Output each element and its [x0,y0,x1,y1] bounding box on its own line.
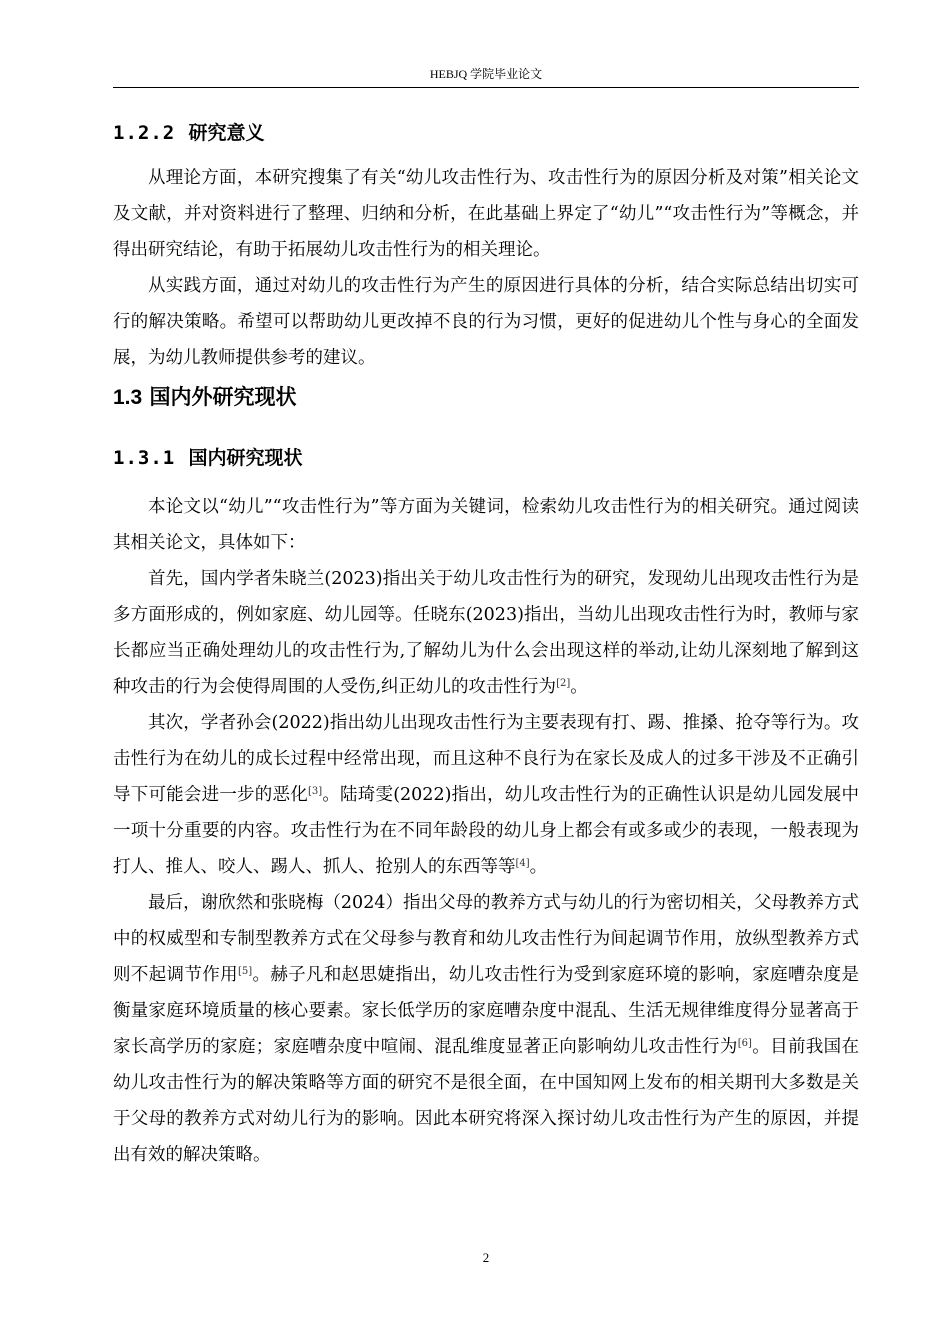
paragraph-theory: 从理论方面，本研究搜集了有关“幼儿攻击性行为、攻击性行为的原因分析及对策”相关论文及文献，并对资料进行了整理、归纳和分析，在此基础上界定了“幼儿”“攻击性行为”等概念，并得出研究结论，有助于拓展幼儿攻击性行为的相关理论。 [113,168,859,260]
section-title: 研究意义 [188,122,265,144]
paragraph-text: 。 [570,677,588,697]
section-heading-1-3-1 [113,443,859,473]
paragraph-text: 。 [529,857,548,877]
page-number: 2 [482,1250,490,1265]
section-heading-1-3 [113,382,859,413]
section-number: 1.3.1 [113,447,176,469]
section-title: 国内外研究现状 [149,385,297,409]
paragraph-last [113,885,859,1173]
paragraph-text: 首先，国内学者朱晓兰(2023)指出关于幼儿攻击性行为的研究，发现幼儿出现攻击性行为是多方面形成的，例如家庭、幼儿园等。任晓东(2023)指出，当幼儿出现攻击性行为时，教师与家长都应当正确处理幼儿的攻击性行为,了解幼儿为什么会出现这样的举动,让幼儿深刻地了解到这种攻击的行为会使得周围的人受伤,纠正幼儿的攻击性行为 [113,569,859,697]
section-number: 1.2.2 [113,122,176,144]
paragraph-text: 最后，谢欣然和张晓梅（2024）指出父母的教养方式与幼儿的行为密切相关，父母教养方式中的权威型和专制型教养方式在父母参与教育和幼儿攻击性行为间起调节作用，放纵型教养方式则不起调节作用 [113,893,859,985]
section-heading-1-2-2 [113,118,859,148]
citation-4: [4] [515,858,530,869]
running-header: HEBJQ 学院毕业论文 [429,67,543,81]
section-number: 1.3 [113,386,143,409]
citation-3: [3] [307,786,323,797]
paragraph-second [113,705,859,885]
section-title: 国内研究现状 [188,447,303,469]
paragraph-practice: 从实践方面，通过对幼儿的攻击性行为产生的原因进行具体的分析，结合实际总结出切实可行的解决策略。希望可以帮助幼儿更改掉不良的行为习惯，更好的促进幼儿个性与身心的全面发展，为幼儿教师提供参考的建议。 [113,276,859,368]
header-divider [113,87,859,88]
paragraph-method: 本论文以“幼儿”“攻击性行为”等方面为关键词，检索幼儿攻击性行为的相关研究。通过阅读其相关论文，具体如下： [113,497,859,553]
citation-6: [6] [737,1038,752,1049]
paragraph-text: 。赫子凡和赵思婕指出，幼儿攻击性行为受到家庭环境的影响，家庭嘈杂度是衡量家庭环境质量的核心要素。家长低学历的家庭嘈杂度中混乱、生活无规律维度得分显著高于家长高学历的家庭；家庭嘈杂度中喧闹、混乱维度显著正向影响幼儿攻击性行为 [113,965,860,1057]
paragraph-first [113,561,859,705]
paragraph-text: 其次，学者孙会(2022)指出幼儿出现攻击性行为主要表现有打、踢、推搡、抢夺等行为。攻击性行为在幼儿的成长过程中经常出现，而且这种不良行为在家长及成人的过多干涉及不正确引导下可能会进一步的恶化 [113,713,859,805]
page-content [113,118,859,1173]
citation-2: [2] [556,678,571,689]
paragraph-text: 。陆琦雯(2022)指出，幼儿攻击性行为的正确性认识是幼儿园发展中一项十分重要的内容。攻击性行为在不同年龄段的幼儿身上都会有或多或少的表现，一般表现为打人、推人、咬人、踢人、抓人、抢别人的东西等等 [113,785,859,877]
paragraph-text: 。目前我国在幼儿攻击性行为的解决策略等方面的研究不是很全面，在中国知网上发布的相关期刊大多数是关于父母的教养方式对幼儿行为的影响。因此本研究将深入探讨幼儿攻击性行为产生的原因，并提出有效的解决策略。 [113,1037,860,1165]
citation-5: [5] [237,966,253,977]
